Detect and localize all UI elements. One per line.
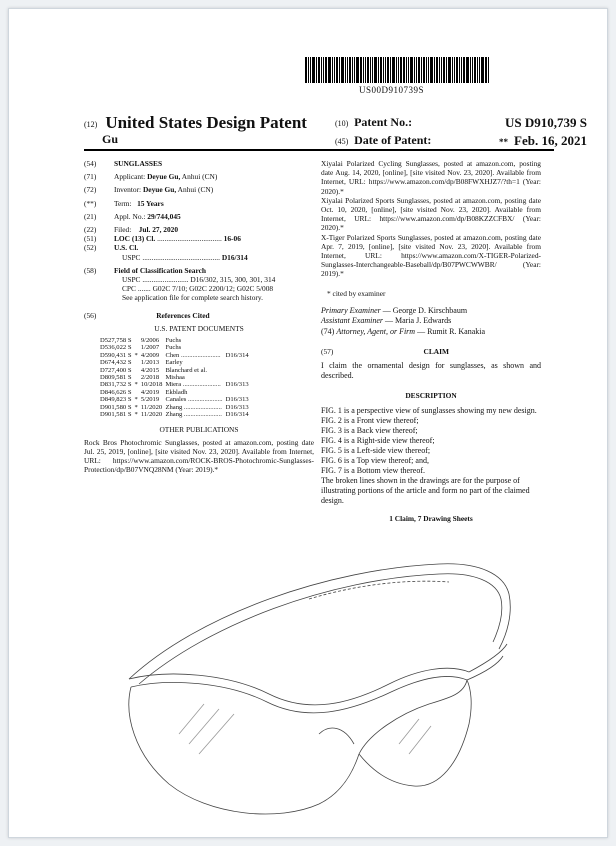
reference-row [100,374,252,381]
barcode-bar [374,57,377,83]
date-mark: ** [499,137,509,147]
barcode-bar [474,57,476,83]
uscl-label: U.S. Cl. [114,243,139,253]
reference-cell: 4/2009 [140,351,160,359]
claim-text: I claim the ornamental design for sunglasses, as shown and described. [321,360,541,380]
search-uspc: USPC ......................... D16/302, 315, 300, 301, 314 [122,275,276,285]
uspc-dots: .......................................... [142,252,220,262]
field-code: (52) [84,243,97,253]
reference-cell: 1/2007 [140,344,160,352]
barcode-bar [365,57,366,83]
barcode-bar [461,57,462,83]
field-uscl [84,243,314,252]
barcode-bar [312,57,315,83]
claim-sheets: 1 Claim, 7 Drawing Sheets [389,513,473,523]
barcode-bar [479,57,480,83]
field-code: (57) [321,347,334,357]
barcode-bar [434,57,435,83]
reference-cell: Fuchs [165,344,182,352]
barcode-bar [418,57,420,83]
barcode-bar [380,57,382,83]
examiners-block [321,306,541,338]
left-column [84,159,314,475]
claim-header [321,347,541,356]
description-title: DESCRIPTION [405,390,457,400]
reference-cell: D901,580 S [100,403,132,411]
reference-cell: Fuchs [165,337,182,345]
reference-cell: 4/2019 [140,388,160,396]
reference-cell [226,359,252,366]
patent-number-block [335,115,587,151]
reference-cell: 4/2015 [140,366,160,374]
date-code: (45) [335,137,349,146]
patent-page [8,8,608,838]
header-rule [84,149,554,151]
barcode-bar [390,57,391,83]
barcode-bar [341,57,344,83]
applicant-label: Applicant: [114,172,146,182]
reference-cell: Zhang ....................... [165,411,222,419]
barcode-bar [485,57,487,83]
reference-cell: Zhang ....................... [165,403,222,411]
barcode-bar [347,57,348,83]
reference-row [100,367,252,374]
barcode-bar [441,57,442,83]
reference-cell: D16/314 [225,411,249,419]
references-title: References Cited [156,310,210,320]
publication-entry: Xiyalai Polarized Cycling Sunglasses, posted at amazon.com, posting date Aug. 14, 2020, [online], [site visited Nov. 23, 2020]. Available from Internet, URL: https://www.amazon.com/dp/B08FWXHJZ7/?th=1 (Year: 2020).* [321,159,541,196]
barcode-bar [396,57,397,83]
barcode-bar [332,57,333,83]
barcode-bar [356,57,359,83]
publication-entry: Rock Bros Photochromic Sunglasses, posted at amazon.com, posting date Jul. 25, 2019, [online], [site visited Nov. 23, 2020]. Available from Internet, URL: https://www.amazon.com/ROCK-BROS-Photochromic-Sunglasses-Protection/dp/B07VNQ28NM (Year: 2019).* [84,437,314,475]
search-label: Field of Classification Search [114,265,207,275]
barcode-bar [452,57,453,83]
other-publications-title: OTHER PUBLICATIONS [159,424,239,434]
primary-examiner-label: Primary Examiner [321,305,381,315]
reference-cell: Ekbladh [165,388,188,396]
reference-cell: 1/2013 [140,359,160,367]
barcode-bar [477,57,478,83]
reference-cell: D849,823 S [100,396,132,404]
reference-cell: * [134,396,138,404]
barcode-bar [385,57,386,83]
barcode-bar [321,57,322,83]
attorney-value: — Rumit R. Kanakia [417,326,486,336]
search-note: See application file for complete search history. [122,293,263,303]
reference-cell: D831,732 S [100,381,132,389]
field-appl-no [84,212,314,221]
sunglasses-drawing-icon [109,554,529,824]
reference-cell [226,344,252,351]
reference-row [100,337,252,344]
filed-label: Filed: [114,225,132,235]
field-code: (71) [84,172,97,182]
reference-cell: Miera ....................... [165,381,221,389]
barcode-bar [310,57,311,83]
field-code: (56) [84,310,97,320]
filed-value: Jul. 27, 2020 [138,225,179,235]
barcode-bar [360,57,362,83]
term-label: Term: [114,198,132,208]
cited-by-examiner: * cited by examiner [327,288,386,298]
barcode-bar [410,57,413,83]
barcode-bar [323,57,324,83]
claim-title: CLAIM [423,347,449,357]
barcode-bar [414,57,415,83]
reference-cell: Blanchard et al. [165,366,207,374]
barcode-bar [406,57,407,83]
description-line: FIG. 1 is a perspective view of sunglasses showing my new design. [321,405,537,415]
barcode-bar [472,57,473,83]
uspc-value: D16/314 [221,252,248,262]
reference-row [100,396,252,403]
reference-cell: D809,581 S [100,374,132,382]
barcode-bar [318,57,320,83]
reference-cell: D846,626 S [100,388,132,396]
reference-cell: D16/313 [225,396,249,404]
barcode-bar [328,57,331,83]
barcode-bar [383,57,384,83]
appl-value: 29/744,045 [147,211,181,221]
description-lines [321,406,541,506]
field-uspc [84,253,314,262]
field-code: (58) [84,265,97,275]
term-value: 15 Years [137,198,164,208]
patent-title: United States Design Patent [105,113,307,132]
field-code: (72) [84,185,97,195]
barcode-bar [354,57,355,83]
reference-cell: D590,431 S [100,351,132,359]
barcode-bar [316,57,317,83]
barcode-bar [305,57,307,83]
reference-row [100,411,252,418]
field-code: (74) [321,326,335,336]
reference-cell [226,337,252,344]
reference-cell: Earley [165,359,183,367]
barcode-bar [378,57,379,83]
assistant-examiner-label: Assistant Examiner [321,316,383,326]
barcode-number: US00D910739S [359,85,425,95]
patent-no-label: Patent No.: [354,115,413,129]
barcode-bar [463,57,465,83]
patent-title-block [84,113,307,133]
reference-cell: * [134,351,138,359]
publication-entry: Xiyalai Polarized Sports Sunglasses, posted at amazon.com, posting date Oct. 10, 2020, [online], [site visited Nov. 23, 2020]. Available from Internet, URL: https://www.amazon.com/dp/B08KZZCFBX/ (Year: 2020).* [321,195,541,233]
barcode-bar [345,57,346,83]
loc-label: LOC (13) Cl. [114,234,156,244]
barcode-bar [443,57,445,83]
right-column [321,159,541,523]
field-title [84,159,314,168]
barcode-bar [398,57,399,83]
reference-cell [226,374,252,381]
reference-row [100,359,252,366]
inventor-value: Deyue Gu, [142,185,177,195]
barcode-bar [408,57,409,83]
barcode-bar [446,57,447,83]
patent-no-value: US D910,739 S [505,115,587,130]
barcode-bar [334,57,335,83]
description-line: FIG. 6 is a Top view thereof; and, [321,455,429,465]
barcode-bar [436,57,438,83]
barcode-bar [423,57,425,83]
reference-cell: 5/2019 [140,396,160,404]
reference-cell: D16/313 [225,403,249,411]
field-inventor [84,185,314,194]
barcode-bar [336,57,338,83]
reference-cell: 10/2018 [140,381,163,389]
barcode-bar [428,57,429,83]
reference-cell: 2/2018 [140,374,160,382]
field-code: (**) [84,198,97,208]
appl-label: Appl. No.: [114,211,146,221]
barcode-bar [466,57,469,83]
barcode-bar [339,57,340,83]
search-cpc: CPC ....... G02C 7/10; G02C 2200/12; G02C 5/008 [122,284,274,294]
inventor-surname: Gu [102,132,119,146]
field-code: (22) [84,225,97,235]
field-term [84,199,314,208]
uspc-label: USPC [122,252,141,262]
reference-cell: D16/313 [225,381,249,389]
description-line: FIG. 7 is a Bottom view thereof. [321,465,425,475]
barcode-bar [367,57,369,83]
reference-cell: 11/2020 [140,403,163,411]
barcode-bar [459,57,460,83]
reference-cell: * [134,381,138,389]
barcode-bar [370,57,371,83]
patent-no-code: (10) [335,119,349,128]
attorney-label: Attorney, Agent, or Firm [336,326,416,336]
applicant-value: Deyue Gu, [147,172,181,182]
references-header [84,311,314,320]
reference-row [100,344,252,351]
reference-cell: D536,022 S [100,344,132,352]
reference-cell: D674,432 S [100,359,132,367]
reference-cell: D727,400 S [100,366,132,374]
reference-row [100,352,252,359]
reference-row [100,381,252,388]
inventor-label: Inventor: [114,185,142,195]
barcode-bar [430,57,433,83]
description-line: FIG. 3 is a Back view thereof; [321,425,418,435]
reference-cell: Mishaa [165,374,185,382]
reference-cell: * [134,403,138,411]
field-code: (51) [84,234,97,244]
applicant-location: Anhui (CN) [181,172,218,182]
us-patent-docs-title: U.S. PATENT DOCUMENTS [154,323,244,333]
us-patent-docs-table [100,337,252,418]
field-code: (54) [84,159,97,168]
reference-cell: D16/314 [225,351,249,359]
barcode-bar [481,57,484,83]
publication-entry: X-Tiger Polarized Sports Sunglasses, posted at amazon.com, posting date Apr. 7, 2019, [online], [site visited Nov. 23, 2020]. Available from Internet, URL: https://www.amazon.com/X-TIGER-Polarized-Sunglasses-Interchangeable-Baseball/dp/B07PWCWWBR/ (Year: 2019).* [321,232,541,279]
reference-cell: 9/2006 [140,337,160,345]
description-line: FIG. 2 is a Front view thereof; [321,415,419,425]
field-filed [84,225,314,234]
barcode-bar [426,57,427,83]
description-line: FIG. 5 is a Left-side view thereof; [321,445,431,455]
reference-cell: D901,581 S [100,411,132,419]
barcode-bar [421,57,422,83]
reference-cell: Chen ........................ [165,351,221,359]
barcode-bar [456,57,458,83]
barcode-bar [372,57,373,83]
barcode-bar [448,57,451,83]
barcode-bar [392,57,395,83]
barcode-bar [439,57,440,83]
barcode-bar [308,57,309,83]
inventor-location: Anhui (CN) [177,185,214,195]
field-loc [84,234,314,243]
reference-cell [226,367,252,374]
barcode-bar [352,57,353,83]
barcode-bar [325,57,327,83]
reference-cell: 11/2020 [140,411,163,419]
date-label: Date of Patent: [354,133,432,147]
barcode [305,57,525,83]
reference-row [100,389,252,396]
invention-title: SUNGLASSES [114,159,163,168]
loc-value: 16-06 [223,234,241,244]
barcode-bar [363,57,364,83]
field-code: (21) [84,211,97,221]
barcode-bar [387,57,389,83]
assistant-examiner-value: — Maria J. Edwards [385,316,452,326]
reference-cell: Canales ..................... [165,396,223,404]
barcode-bar [403,57,405,83]
reference-cell [226,389,252,396]
description-line: FIG. 4 is a Right-side view thereof; [321,435,435,445]
description-line: The broken lines shown in the drawings are for the purpose of illustrating portions of the article and form no part of the claimed design. [321,475,530,505]
primary-examiner-value: — George D. Kirschbaum [382,305,468,315]
field-search [84,266,314,303]
barcode-bar [349,57,351,83]
reference-cell: * [134,411,138,419]
reference-cell: D527,758 S [100,337,132,345]
barcode-bar [454,57,455,83]
date-value: Feb. 16, 2021 [514,133,587,148]
field-applicant [84,172,314,181]
loc-dots: ................................... [157,234,222,244]
reference-row [100,404,252,411]
title-code: (12) [84,119,98,129]
barcode-bar [470,57,471,83]
barcode-bar [488,57,489,83]
barcode-bar [400,57,402,83]
barcode-bar [416,57,417,83]
